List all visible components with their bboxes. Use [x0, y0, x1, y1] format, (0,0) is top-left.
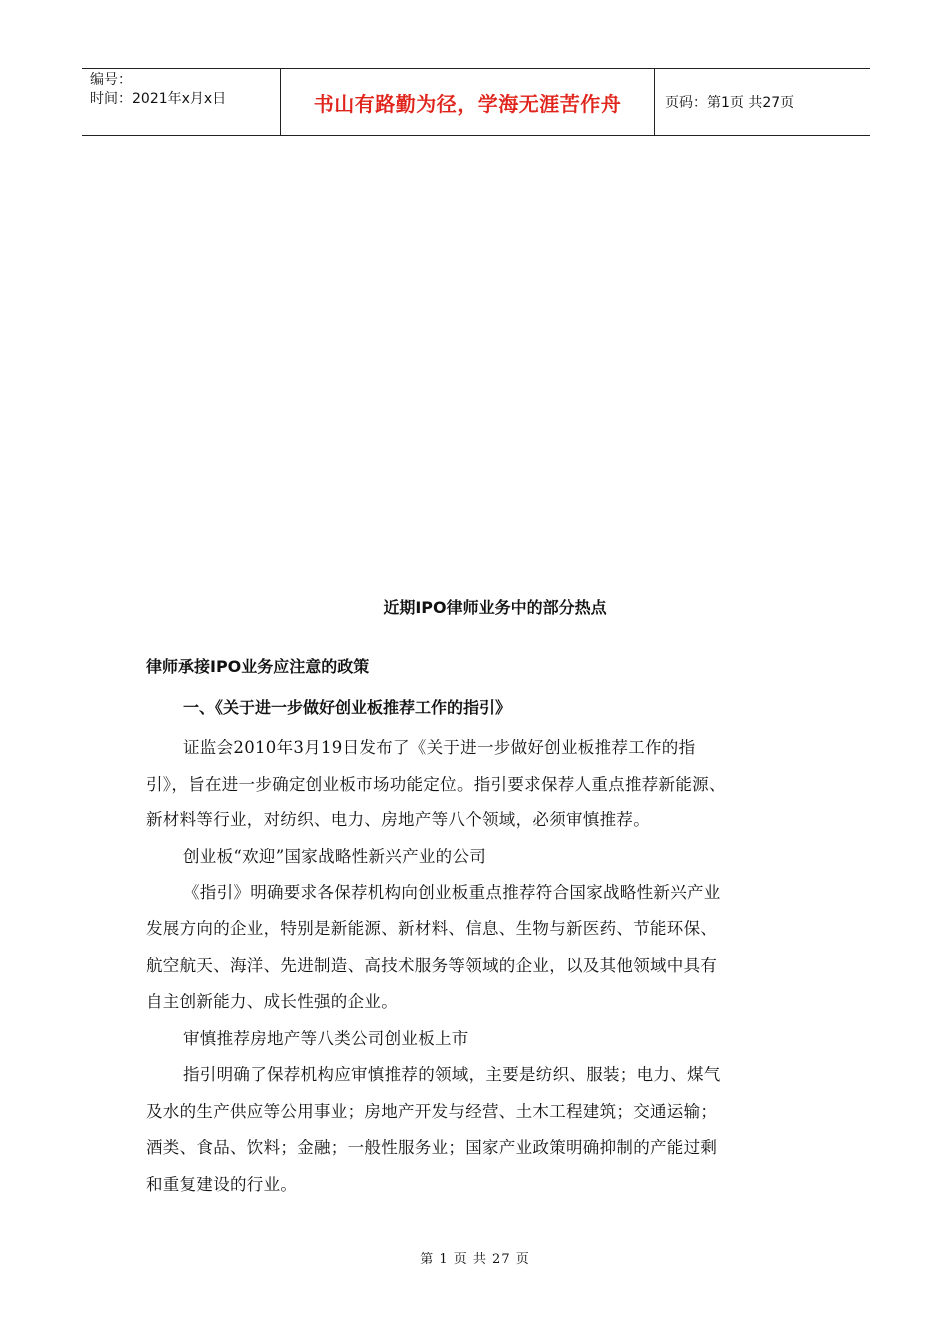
body-line: 《指引》明确要求各保荐机构向创业板重点推荐符合国家战略性新兴产业: [183, 883, 721, 902]
page-footer: 第 1 页 共 27 页: [420, 1252, 530, 1267]
body-line: 新材料等行业，对纺织、电力、房地产等八个领域，必须审慎推荐。: [146, 810, 650, 829]
document-title: 近期IPO律师业务中的部分热点: [383, 598, 607, 617]
header-meta: [82, 69, 281, 135]
body-line: 航空航天、海洋、先进制造、高技术服务等领域的企业，以及其他领域中具有: [146, 956, 718, 975]
body-line: 酒类、食品、饮料；金融；一般性服务业；国家产业政策明确抑制的产能过剩: [146, 1138, 718, 1157]
body-line: 引》，旨在进一步确定创业板市场功能定位。指引要求保荐人重点推荐新能源、: [146, 775, 726, 794]
body-line: 及水的生产供应等公用事业；房地产开发与经营、土木工程建筑；交通运输；: [146, 1102, 718, 1121]
body-line: 自主创新能力、成长性强的企业。: [146, 992, 398, 1011]
header-motto: 书山有路勤为径，学海无涯苦作舟: [281, 69, 655, 135]
sub-heading: 一、《关于进一步做好创业板推荐工作的指引》: [183, 698, 512, 717]
number-label: 编号：: [90, 72, 132, 88]
body-line: 审慎推荐房地产等八类公司创业板上市: [183, 1029, 469, 1048]
time-label: 时间：2021年x月x日: [90, 91, 227, 107]
page-header: [82, 68, 870, 136]
body-line: 创业板“欢迎”国家战略性新兴产业的公司: [183, 847, 487, 866]
section-heading: 律师承接IPO业务应注意的政策: [146, 657, 370, 676]
body-line: 发展方向的企业，特别是新能源、新材料、信息、生物与新医药、节能环保、: [146, 919, 718, 938]
body-line: 指引明确了保荐机构应审慎推荐的领域，主要是纺织、服装；电力、煤气: [183, 1065, 721, 1084]
body-line: 证监会2010年3月19日发布了《关于进一步做好创业板推荐工作的指: [183, 738, 696, 757]
header-page-label: 页码：第1页 共27页: [665, 95, 795, 111]
body-line: 和重复建设的行业。: [146, 1175, 298, 1194]
